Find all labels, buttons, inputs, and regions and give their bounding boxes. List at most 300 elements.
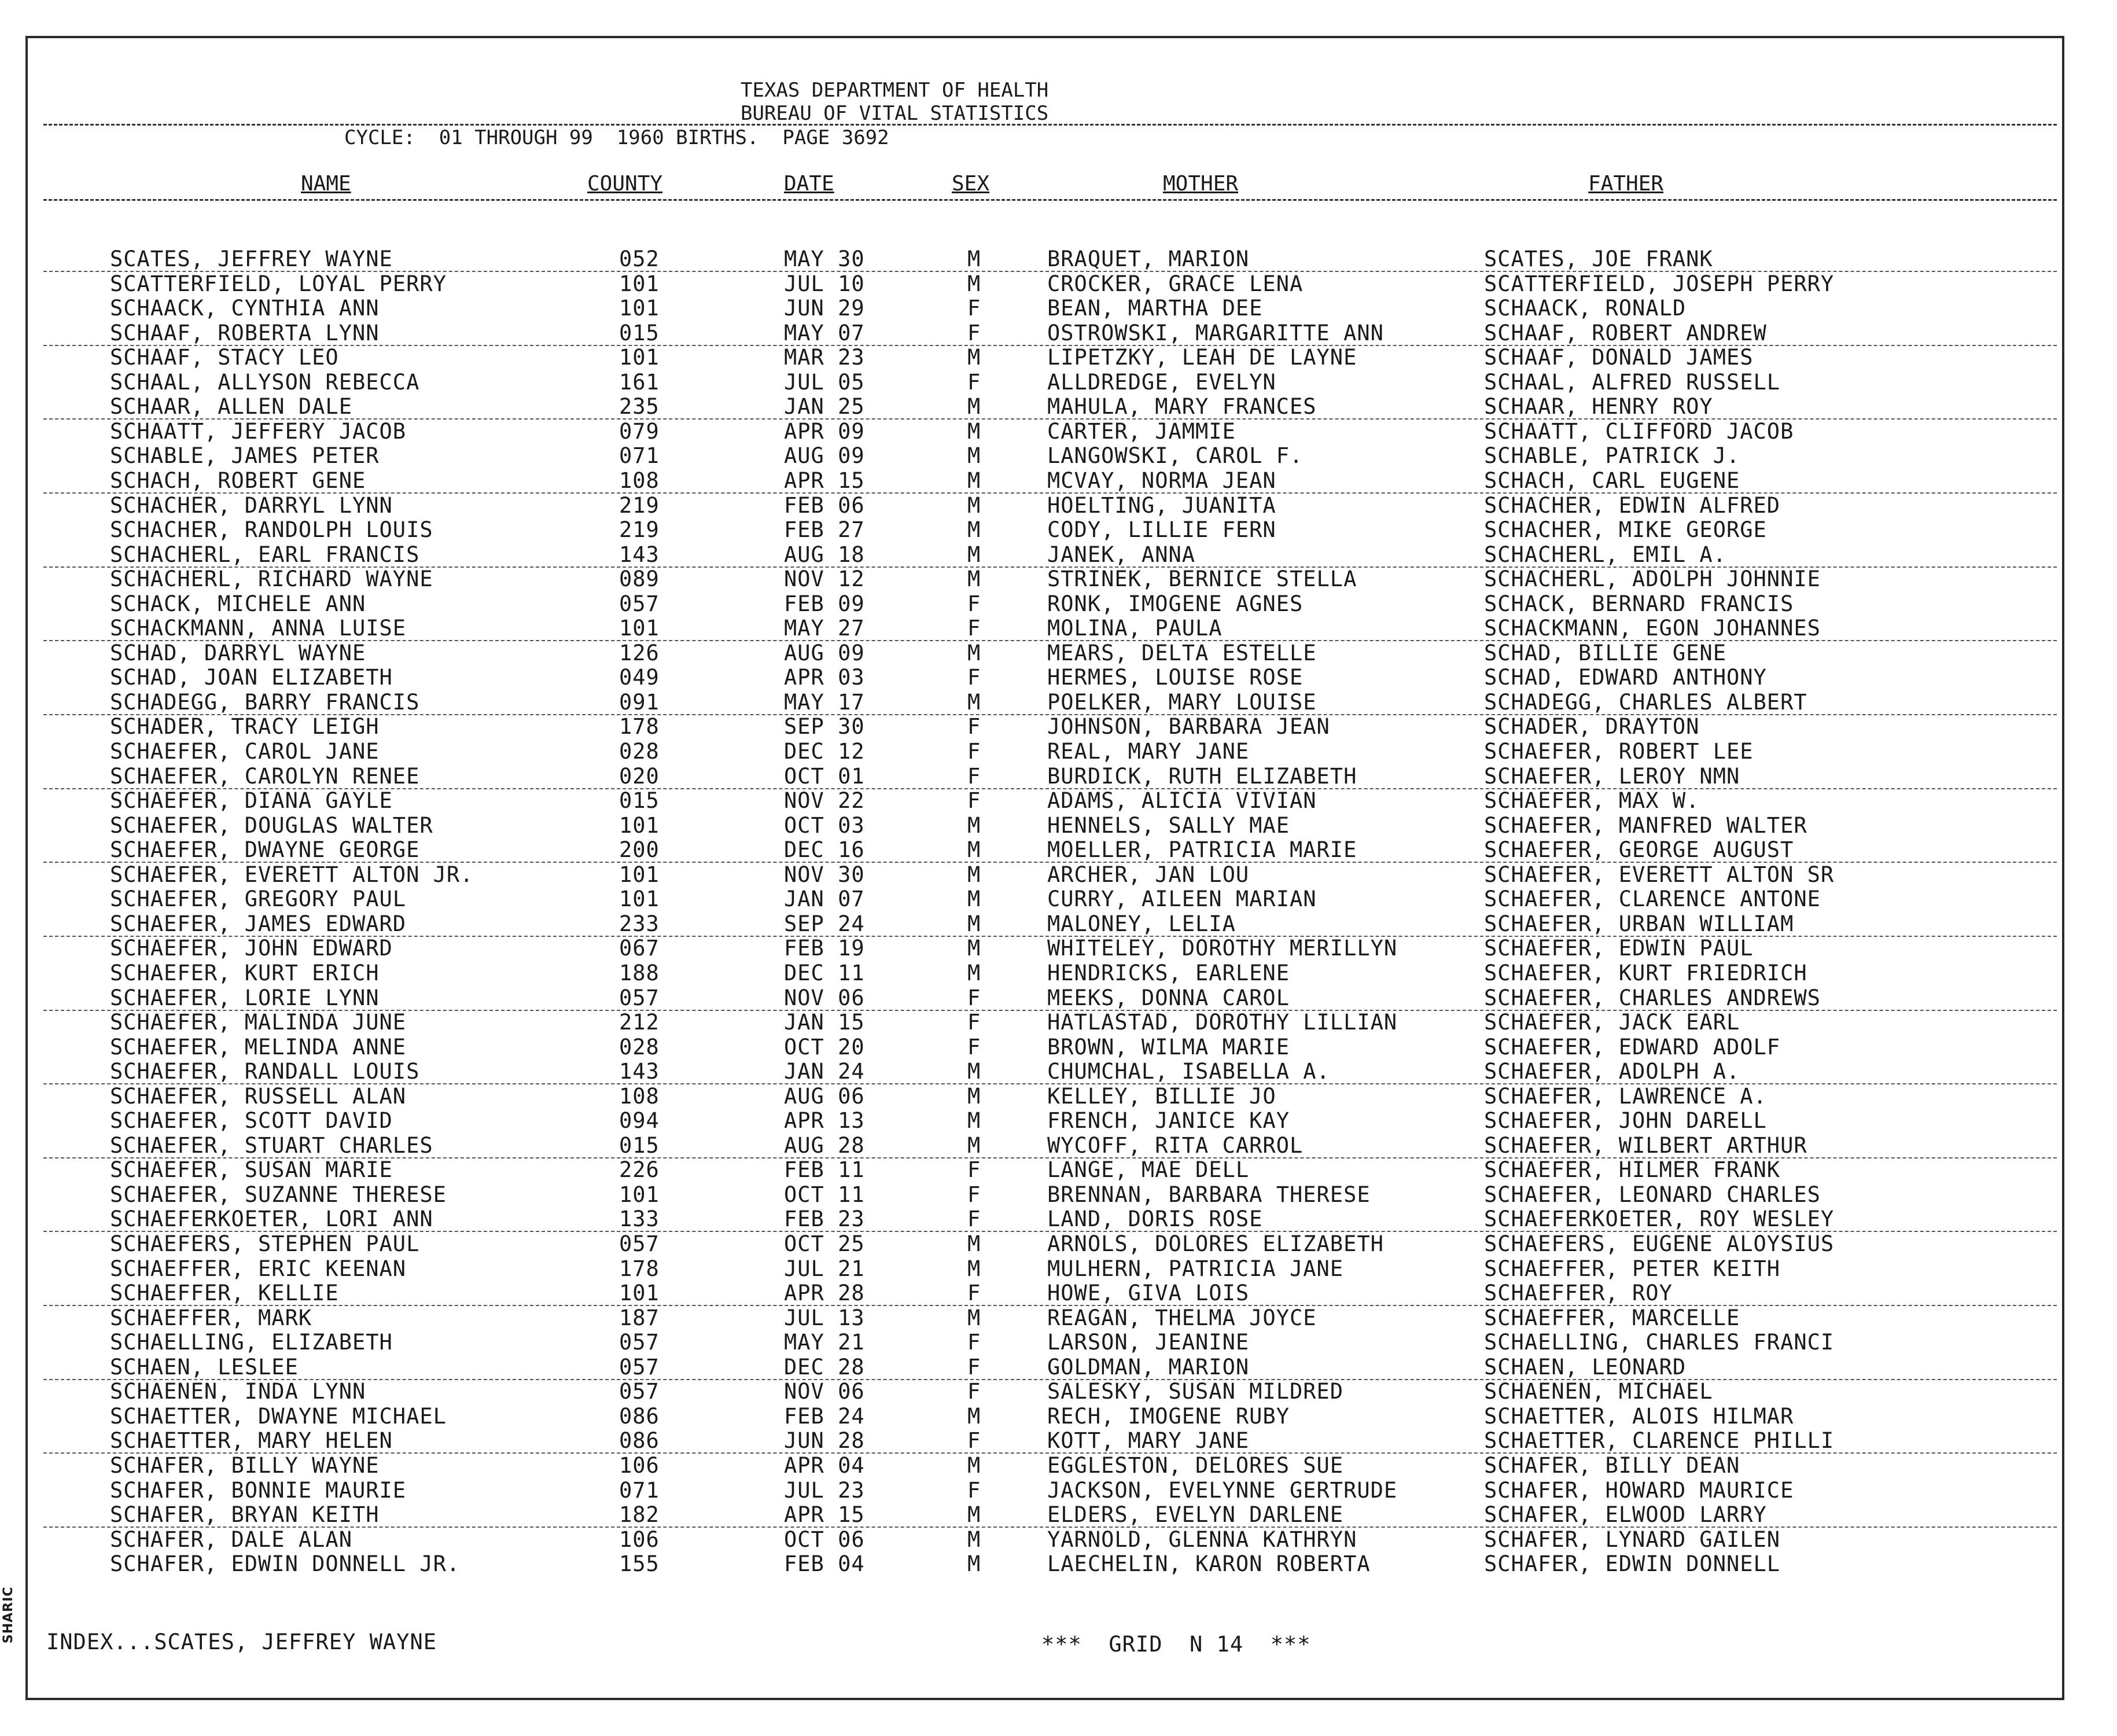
cell-sex: F xyxy=(967,1010,981,1035)
cell-mother: ALLDREDGE, EVELYN xyxy=(1047,370,1276,395)
cell-mother: CHUMCHAL, ISABELLA A. xyxy=(1047,1059,1330,1084)
cell-mother: MAHULA, MARY FRANCES xyxy=(1047,394,1317,419)
cell-name: SCHACK, MICHELE ANN xyxy=(110,591,366,616)
cell-date: JUL 10 xyxy=(784,271,865,296)
cell-date: OCT 01 xyxy=(784,764,865,789)
cell-date: APR 15 xyxy=(784,1502,865,1527)
cell-father: SCHAD, BILLIE GENE xyxy=(1484,641,1726,665)
table-row xyxy=(0,715,2117,738)
cell-father: SCHAETTER, ALOIS HILMAR xyxy=(1484,1404,1794,1429)
cell-county: 079 xyxy=(619,419,660,444)
cell-name: SCHAAF, STACY LEO xyxy=(110,345,339,370)
cell-date: JAN 15 xyxy=(784,1010,865,1035)
cell-name: SCHACKMANN, ANNA LUISE xyxy=(110,616,407,641)
cell-date: AUG 18 xyxy=(784,542,865,567)
cell-date: FEB 11 xyxy=(784,1157,865,1182)
table-row xyxy=(0,568,2117,591)
cell-name: SCHAFER, BRYAN KEITH xyxy=(110,1502,380,1527)
cell-county: 101 xyxy=(619,813,660,838)
cell-county: 067 xyxy=(619,936,660,961)
cell-mother: MEEKS, DONNA CAROL xyxy=(1047,985,1290,1010)
cell-father: SCHACKMANN, EGON JOHANNES xyxy=(1484,616,1821,641)
cell-father: SCHAEFER, GEORGE AUGUST xyxy=(1484,837,1794,862)
cell-mother: MEARS, DELTA ESTELLE xyxy=(1047,641,1317,665)
cell-date: MAY 21 xyxy=(784,1330,865,1355)
cell-county: 101 xyxy=(619,296,660,321)
cell-date: FEB 24 xyxy=(784,1404,865,1429)
cell-date: MAR 23 xyxy=(784,345,865,370)
table-row xyxy=(0,395,2117,418)
cell-father: SCHAFER, ELWOOD LARRY xyxy=(1484,1502,1767,1527)
table-row xyxy=(0,691,2117,714)
cell-father: SCHAAF, ROBERT ANDREW xyxy=(1484,321,1767,345)
grid-label: *** GRID N 14 *** xyxy=(1041,1632,1311,1657)
cell-name: SCHAEFER, CAROLYN RENEE xyxy=(110,764,420,789)
cell-name: SCHAEFER, SCOTT DAVID xyxy=(110,1108,393,1133)
cell-county: 101 xyxy=(619,862,660,887)
cell-mother: STRINEK, BERNICE STELLA xyxy=(1047,567,1357,591)
cell-sex: F xyxy=(967,1379,981,1404)
table-row xyxy=(0,1208,2117,1231)
cell-date: OCT 03 xyxy=(784,813,865,838)
cell-date: NOV 06 xyxy=(784,985,865,1010)
table-row xyxy=(0,518,2117,542)
cell-name: SCHAATT, JEFFERY JACOB xyxy=(110,419,407,444)
table-row xyxy=(0,1109,2117,1132)
cell-father: SCHAEFER, MANFRED WALTER xyxy=(1484,813,1807,838)
cell-sex: M xyxy=(967,542,981,567)
cell-name: SCATES, JEFFREY WAYNE xyxy=(110,247,393,271)
cell-name: SCHAEFER, JOHN EDWARD xyxy=(110,936,393,961)
cell-date: SEP 24 xyxy=(784,911,865,936)
cell-sex: M xyxy=(967,1527,981,1552)
cell-mother: SALESKY, SUSAN MILDRED xyxy=(1047,1379,1344,1404)
cell-sex: F xyxy=(967,616,981,641)
table-row xyxy=(0,1060,2117,1083)
table-row xyxy=(0,1528,2117,1551)
cell-father: SCHAD, EDWARD ANTHONY xyxy=(1484,665,1767,690)
cell-mother: REAL, MARY JANE xyxy=(1047,739,1250,764)
cell-name: SCHAEFERS, STEPHEN PAUL xyxy=(110,1231,420,1256)
cell-name: SCHAEFER, SUZANNE THERESE xyxy=(110,1182,447,1207)
cell-county: 071 xyxy=(619,443,660,468)
cell-name: SCHAFER, EDWIN DONNELL JR. xyxy=(110,1551,461,1576)
cell-county: 126 xyxy=(619,641,660,665)
cell-county: 108 xyxy=(619,468,660,493)
cell-father: SCHAEFER, MAX W. xyxy=(1484,788,1700,813)
table-row xyxy=(0,888,2117,911)
cell-sex: M xyxy=(967,837,981,862)
cell-father: SCHAATT, CLIFFORD JACOB xyxy=(1484,419,1794,444)
cell-name: SCHAEFER, RANDALL LOUIS xyxy=(110,1059,420,1084)
cell-date: JAN 24 xyxy=(784,1059,865,1084)
table-row xyxy=(0,1011,2117,1034)
cell-sex: M xyxy=(967,1404,981,1429)
side-stamp: SHARIC xyxy=(1,1586,16,1643)
cell-sex: M xyxy=(967,419,981,444)
cell-father: SCHAELLING, CHARLES FRANCI xyxy=(1484,1330,1835,1355)
cell-name: SCHAEFER, GREGORY PAUL xyxy=(110,887,407,911)
cell-mother: LARSON, JEANINE xyxy=(1047,1330,1250,1355)
cell-sex: M xyxy=(967,936,981,961)
cell-father: SCHAEFFER, PETER KEITH xyxy=(1484,1256,1781,1281)
cell-sex: F xyxy=(967,1330,981,1355)
cell-mother: ARNOLS, DOLORES ELIZABETH xyxy=(1047,1231,1384,1256)
cell-county: 101 xyxy=(619,616,660,641)
table-row xyxy=(0,1282,2117,1305)
table-row xyxy=(0,1454,2117,1477)
table-row xyxy=(0,913,2117,936)
cell-county: 133 xyxy=(619,1207,660,1231)
cell-date: MAY 17 xyxy=(784,690,865,715)
cell-sex: M xyxy=(967,1502,981,1527)
cell-mother: BURDICK, RUTH ELIZABETH xyxy=(1047,764,1357,789)
cell-county: 106 xyxy=(619,1527,660,1552)
cell-name: SCHAENEN, INDA LYNN xyxy=(110,1379,366,1404)
cell-county: 094 xyxy=(619,1108,660,1133)
cell-date: DEC 11 xyxy=(784,961,865,985)
cell-mother: WYCOFF, RITA CARROL xyxy=(1047,1133,1304,1158)
cell-date: JAN 07 xyxy=(784,887,865,911)
cell-father: SCHAEFER, LEROY NMN xyxy=(1484,764,1740,789)
cell-mother: CROCKER, GRACE LENA xyxy=(1047,271,1304,296)
cell-mother: HENNELS, SALLY MAE xyxy=(1047,813,1290,838)
cell-father: SCHAEFER, CHARLES ANDREWS xyxy=(1484,985,1821,1010)
cell-name: SCHAEFERKOETER, LORI ANN xyxy=(110,1207,433,1231)
cell-county: 020 xyxy=(619,764,660,789)
cell-sex: M xyxy=(967,1551,981,1576)
cell-father: SCHAAR, HENRY ROY xyxy=(1484,394,1713,419)
cell-sex: M xyxy=(967,567,981,591)
cell-father: SCHACHER, MIKE GEORGE xyxy=(1484,517,1767,542)
cell-mother: RONK, IMOGENE AGNES xyxy=(1047,591,1304,616)
table-row xyxy=(0,273,2117,296)
cell-name: SCHAETTER, DWAYNE MICHAEL xyxy=(110,1404,447,1429)
cell-county: 086 xyxy=(619,1404,660,1429)
cell-county: 200 xyxy=(619,837,660,862)
table-row xyxy=(0,346,2117,369)
cell-father: SCHAEFER, ADOLPH A. xyxy=(1484,1059,1740,1084)
cell-mother: CURRY, AILEEN MARIAN xyxy=(1047,887,1317,911)
cell-sex: M xyxy=(967,1231,981,1256)
cell-sex: F xyxy=(967,1157,981,1182)
cell-name: SCHAFER, BILLY WAYNE xyxy=(110,1453,380,1478)
cell-mother: HENDRICKS, EARLENE xyxy=(1047,961,1290,985)
cell-father: SCHAAF, DONALD JAMES xyxy=(1484,345,1754,370)
cell-mother: CARTER, JAMMIE xyxy=(1047,419,1236,444)
table-row xyxy=(0,1233,2117,1256)
cell-name: SCHAEFER, EVERETT ALTON JR. xyxy=(110,862,474,887)
cell-county: 101 xyxy=(619,345,660,370)
cell-sex: F xyxy=(967,714,981,739)
cell-date: APR 13 xyxy=(784,1108,865,1133)
cell-date: NOV 22 xyxy=(784,788,865,813)
table-row xyxy=(0,420,2117,443)
cell-sex: M xyxy=(967,468,981,493)
cell-county: 161 xyxy=(619,370,660,395)
table-row xyxy=(0,1183,2117,1207)
cell-mother: ARCHER, JAN LOU xyxy=(1047,862,1250,887)
cell-name: SCHAAL, ALLYSON REBECCA xyxy=(110,370,420,395)
cell-name: SCHAFER, DALE ALAN xyxy=(110,1527,352,1552)
cell-sex: M xyxy=(967,1059,981,1084)
cell-mother: MULHERN, PATRICIA JANE xyxy=(1047,1256,1344,1281)
cell-sex: M xyxy=(967,1453,981,1478)
cell-father: SCHAENEN, MICHAEL xyxy=(1484,1379,1713,1404)
cell-sex: F xyxy=(967,764,981,789)
cell-name: SCHAEFER, MALINDA JUNE xyxy=(110,1010,407,1035)
cell-date: FEB 27 xyxy=(784,517,865,542)
cell-county: 057 xyxy=(619,1355,660,1380)
cell-name: SCHAEFER, RUSSELL ALAN xyxy=(110,1084,407,1109)
cell-father: SCHAEFER, LAWRENCE A. xyxy=(1484,1084,1767,1109)
cell-sex: M xyxy=(967,887,981,911)
cell-mother: MALONEY, LELIA xyxy=(1047,911,1236,936)
cell-father: SCHAEFER, ROBERT LEE xyxy=(1484,739,1754,764)
cell-county: 086 xyxy=(619,1428,660,1453)
cell-father: SCHAFER, EDWIN DONNELL xyxy=(1484,1551,1781,1576)
cell-mother: OSTROWSKI, MARGARITTE ANN xyxy=(1047,321,1384,345)
cell-date: APR 03 xyxy=(784,665,865,690)
cell-mother: LAECHELIN, KARON ROBERTA xyxy=(1047,1551,1371,1576)
cell-date: DEC 12 xyxy=(784,739,865,764)
cell-date: MAY 30 xyxy=(784,247,865,271)
cell-name: SCHAD, DARRYL WAYNE xyxy=(110,641,366,665)
cell-county: 188 xyxy=(619,961,660,985)
cell-sex: F xyxy=(967,1428,981,1453)
cell-father: SCHAEFER, EDWIN PAUL xyxy=(1484,936,1754,961)
cell-date: APR 15 xyxy=(784,468,865,493)
cell-county: 219 xyxy=(619,517,660,542)
cell-county: 091 xyxy=(619,690,660,715)
cell-sex: F xyxy=(967,1281,981,1305)
cell-name: SCHAEFER, CAROL JANE xyxy=(110,739,380,764)
cell-county: 101 xyxy=(619,271,660,296)
cell-name: SCHAAF, ROBERTA LYNN xyxy=(110,321,380,345)
cell-mother: REAGAN, THELMA JOYCE xyxy=(1047,1305,1317,1330)
table-row xyxy=(0,1307,2117,1330)
table-row xyxy=(0,1479,2117,1502)
cell-father: SCHAEFER, JACK EARL xyxy=(1484,1010,1740,1035)
cell-father: SCHAEFER, EDWARD ADOLF xyxy=(1484,1035,1781,1060)
cell-mother: MCVAY, NORMA JEAN xyxy=(1047,468,1276,493)
cell-name: SCHACH, ROBERT GENE xyxy=(110,468,366,493)
cell-father: SCHAETTER, CLARENCE PHILLI xyxy=(1484,1428,1835,1453)
cell-date: DEC 16 xyxy=(784,837,865,862)
column-header-date: DATE xyxy=(784,172,834,196)
table-row xyxy=(0,1134,2117,1157)
table-row xyxy=(0,617,2117,640)
cell-date: OCT 20 xyxy=(784,1035,865,1060)
table-row xyxy=(0,1158,2117,1182)
cell-county: 143 xyxy=(619,542,660,567)
cell-name: SCHADER, TRACY LEIGH xyxy=(110,714,380,739)
cell-father: SCHAEFER, EVERETT ALTON SR xyxy=(1484,862,1835,887)
table-row xyxy=(0,1405,2117,1428)
cell-name: SCHABLE, JAMES PETER xyxy=(110,443,380,468)
cell-father: SCHAACK, RONALD xyxy=(1484,296,1687,321)
column-header-mother: MOTHER xyxy=(1163,172,1239,196)
cell-sex: M xyxy=(967,961,981,985)
cell-name: SCHAELLING, ELIZABETH xyxy=(110,1330,393,1355)
cell-date: AUG 06 xyxy=(784,1084,865,1109)
cell-father: SCHAEFER, JOHN DARELL xyxy=(1484,1108,1767,1133)
table-row xyxy=(0,593,2117,616)
cell-county: 155 xyxy=(619,1551,660,1576)
cell-county: 057 xyxy=(619,1379,660,1404)
cell-date: OCT 11 xyxy=(784,1182,865,1207)
cell-county: 057 xyxy=(619,985,660,1010)
cycle-line: CYCLE: 01 THROUGH 99 1960 BIRTHS. PAGE 3692 xyxy=(344,126,889,149)
cell-father: SCHACH, CARL EUGENE xyxy=(1484,468,1740,493)
cell-mother: JOHNSON, BARBARA JEAN xyxy=(1047,714,1330,739)
cell-mother: LAND, DORIS ROSE xyxy=(1047,1207,1263,1231)
cell-mother: HOWE, GIVA LOIS xyxy=(1047,1281,1250,1305)
cell-sex: F xyxy=(967,739,981,764)
table-row xyxy=(0,814,2117,837)
cell-name: SCHAEFFER, ERIC KEENAN xyxy=(110,1256,407,1281)
cell-county: 089 xyxy=(619,567,660,591)
cell-date: FEB 09 xyxy=(784,591,865,616)
table-row xyxy=(0,1503,2117,1527)
cell-county: 057 xyxy=(619,1231,660,1256)
cell-name: SCHADEGG, BARRY FRANCIS xyxy=(110,690,420,715)
cell-name: SCHAEFFER, MARK xyxy=(110,1305,312,1330)
cell-date: NOV 06 xyxy=(784,1379,865,1404)
cell-county: 235 xyxy=(619,394,660,419)
cell-sex: F xyxy=(967,1035,981,1060)
cell-date: NOV 12 xyxy=(784,567,865,591)
cell-county: 028 xyxy=(619,739,660,764)
column-header-father: FATHER xyxy=(1588,172,1664,196)
cell-mother: LANGE, MAE DELL xyxy=(1047,1157,1250,1182)
cell-father: SCATTERFIELD, JOSEPH PERRY xyxy=(1484,271,1835,296)
cell-sex: F xyxy=(967,591,981,616)
cell-mother: BEAN, MARTHA DEE xyxy=(1047,296,1263,321)
table-row xyxy=(0,248,2117,271)
cell-county: 178 xyxy=(619,714,660,739)
cell-county: 101 xyxy=(619,1182,660,1207)
cell-county: 226 xyxy=(619,1157,660,1182)
cell-father: SCHAEFFER, MARCELLE xyxy=(1484,1305,1740,1330)
cell-father: SCHAEFER, HILMER FRANK xyxy=(1484,1157,1781,1182)
cell-name: SCHAD, JOAN ELIZABETH xyxy=(110,665,393,690)
cell-date: JUN 28 xyxy=(784,1428,865,1453)
table-row xyxy=(0,1429,2117,1452)
cell-father: SCHAEFER, KURT FRIEDRICH xyxy=(1484,961,1807,985)
cell-sex: F xyxy=(967,985,981,1010)
cell-mother: HATLASTAD, DOROTHY LILLIAN xyxy=(1047,1010,1398,1035)
cell-date: JUN 29 xyxy=(784,296,865,321)
column-header-sex: SEX xyxy=(952,172,990,196)
cell-county: 108 xyxy=(619,1084,660,1109)
table-row xyxy=(0,1331,2117,1354)
cell-sex: F xyxy=(967,665,981,690)
cell-father: SCHAEN, LEONARD xyxy=(1484,1355,1687,1380)
cell-name: SCHAEFER, JAMES EDWARD xyxy=(110,911,407,936)
cell-sex: M xyxy=(967,1256,981,1281)
cell-father: SCHAEFER, LEONARD CHARLES xyxy=(1484,1182,1821,1207)
cell-mother: JANEK, ANNA xyxy=(1047,542,1196,567)
cell-date: AUG 09 xyxy=(784,443,865,468)
cell-county: 178 xyxy=(619,1256,660,1281)
cell-sex: M xyxy=(967,443,981,468)
cell-mother: LIPETZKY, LEAH DE LAYNE xyxy=(1047,345,1357,370)
cell-county: 187 xyxy=(619,1305,660,1330)
cell-father: SCHADEGG, CHARLES ALBERT xyxy=(1484,690,1807,715)
cell-father: SCHAFER, HOWARD MAURICE xyxy=(1484,1478,1794,1503)
table-row xyxy=(0,1257,2117,1281)
cell-county: 212 xyxy=(619,1010,660,1035)
cell-date: JUL 21 xyxy=(784,1256,865,1281)
cell-mother: HERMES, LOUISE ROSE xyxy=(1047,665,1304,690)
cell-sex: M xyxy=(967,1108,981,1133)
cell-mother: BRENNAN, BARBARA THERESE xyxy=(1047,1182,1371,1207)
cell-date: MAY 07 xyxy=(784,321,865,345)
cell-county: 106 xyxy=(619,1453,660,1478)
cell-sex: F xyxy=(967,296,981,321)
cell-father: SCATES, JOE FRANK xyxy=(1484,247,1713,271)
cell-sex: F xyxy=(967,1207,981,1231)
cell-father: SCHAEFER, CLARENCE ANTONE xyxy=(1484,887,1821,911)
table-row xyxy=(0,1553,2117,1576)
cell-name: SCHAEFER, DWAYNE GEORGE xyxy=(110,837,420,862)
cell-county: 015 xyxy=(619,788,660,813)
cell-county: 028 xyxy=(619,1035,660,1060)
cell-sex: M xyxy=(967,1084,981,1109)
table-row xyxy=(0,322,2117,345)
cell-sex: F xyxy=(967,1355,981,1380)
cell-date: AUG 28 xyxy=(784,1133,865,1158)
table-row xyxy=(0,444,2117,468)
table-row xyxy=(0,1036,2117,1059)
cell-mother: BRAQUET, MARION xyxy=(1047,247,1250,271)
cell-county: 015 xyxy=(619,1133,660,1158)
cell-county: 101 xyxy=(619,1281,660,1305)
cell-name: SCATTERFIELD, LOYAL PERRY xyxy=(110,271,447,296)
cell-mother: KOTT, MARY JANE xyxy=(1047,1428,1250,1453)
column-header-name: NAME xyxy=(301,172,351,196)
cell-name: SCHAACK, CYNTHIA ANN xyxy=(110,296,380,321)
cell-date: JUL 13 xyxy=(784,1305,865,1330)
cell-county: 182 xyxy=(619,1502,660,1527)
cell-county: 015 xyxy=(619,321,660,345)
agency-title: TEXAS DEPARTMENT OF HEALTH xyxy=(741,79,1049,102)
cell-date: FEB 04 xyxy=(784,1551,865,1576)
cell-mother: KELLEY, BILLIE JO xyxy=(1047,1084,1276,1109)
cell-father: SCHAEFER, WILBERT ARTHUR xyxy=(1484,1133,1807,1158)
index-label: INDEX...SCATES, JEFFREY WAYNE xyxy=(46,1630,437,1654)
table-row xyxy=(0,1380,2117,1403)
cell-mother: EGGLESTON, DELORES SUE xyxy=(1047,1453,1344,1478)
cell-date: OCT 25 xyxy=(784,1231,865,1256)
cell-sex: M xyxy=(967,345,981,370)
cell-county: 057 xyxy=(619,591,660,616)
cell-sex: M xyxy=(967,813,981,838)
cell-father: SCHAFER, BILLY DEAN xyxy=(1484,1453,1740,1478)
cell-mother: MOLINA, PAULA xyxy=(1047,616,1223,641)
cell-date: FEB 06 xyxy=(784,493,865,518)
cell-father: SCHACHERL, ADOLPH JOHNNIE xyxy=(1484,567,1821,591)
bureau-title: BUREAU OF VITAL STATISTICS xyxy=(741,102,1049,125)
cell-name: SCHAETTER, MARY HELEN xyxy=(110,1428,393,1453)
cell-mother: FRENCH, JANICE KAY xyxy=(1047,1108,1290,1133)
cell-date: JUL 05 xyxy=(784,370,865,395)
table-row xyxy=(0,740,2117,763)
cell-sex: F xyxy=(967,321,981,345)
cell-mother: RECH, IMOGENE RUBY xyxy=(1047,1404,1290,1429)
cell-sex: M xyxy=(967,1133,981,1158)
